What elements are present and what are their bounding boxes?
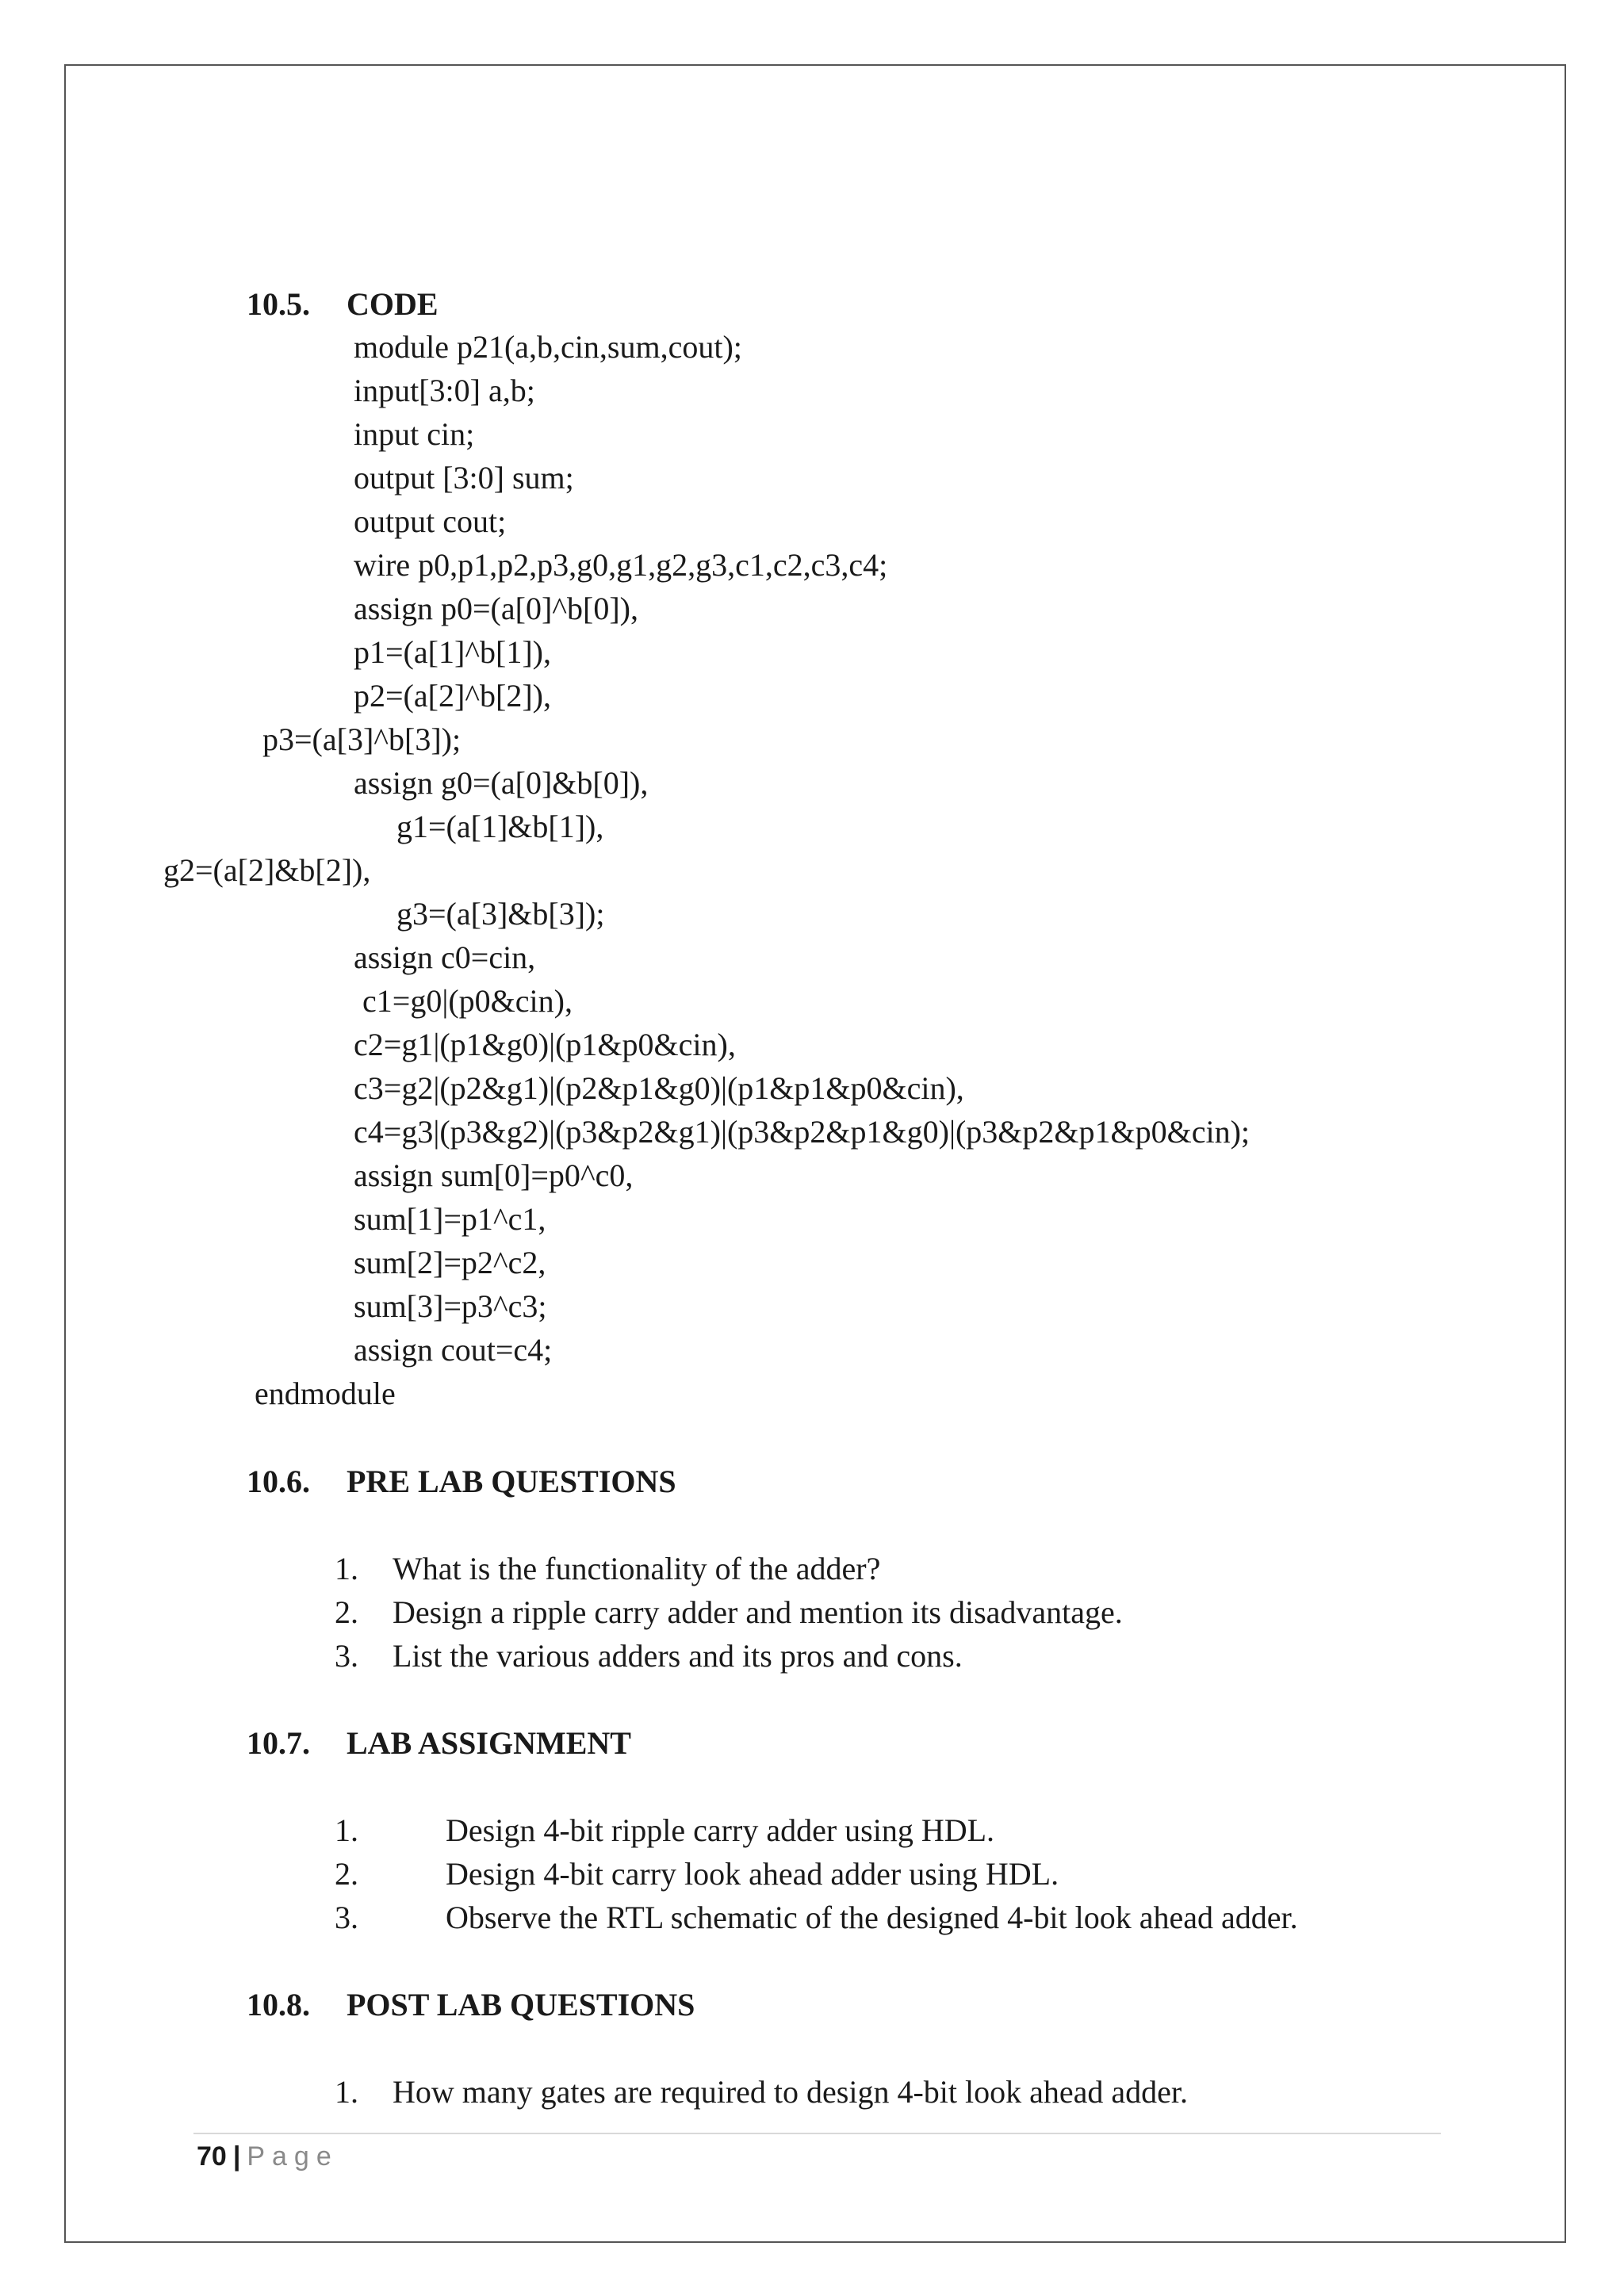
code-line: c4=g3|(p3&g2)|(p3&p2&g1)|(p3&p2&p1&g0)|(p3&p2&p1&p0&cin); (354, 1114, 1251, 1150)
section-title: POST LAB QUESTIONS (347, 1987, 695, 2022)
footer-separator: | (232, 2141, 241, 2172)
list-marker: 1. (335, 1551, 358, 1586)
list-marker: 2. (335, 1856, 358, 1892)
code-line: input[3:0] a,b; (354, 373, 535, 408)
list-item-text: How many gates are required to design 4-bit look ahead adder. (393, 2074, 1189, 2110)
code-line: p3=(a[3]^b[3]); (262, 721, 462, 757)
section-number: 10.5. (247, 286, 310, 322)
section-number: 10.6. (247, 1464, 310, 1499)
list-item (335, 1594, 1524, 1632)
page-footer (197, 2141, 339, 2172)
list-item-text: List the various adders and its pros and cons. (393, 1638, 963, 1674)
section-number: 10.8. (247, 1987, 310, 2022)
list-marker: 3. (335, 1900, 358, 1935)
section-title: PRE LAB QUESTIONS (347, 1464, 676, 1499)
page-number: 70 (197, 2141, 227, 2172)
list-item (335, 1637, 1524, 1675)
list-item (335, 2073, 1524, 2111)
list-item (335, 1899, 1524, 1937)
list-item-text: Design 4-bit carry look ahead adder using HDL. (446, 1856, 1059, 1892)
code-line: output [3:0] sum; (354, 460, 574, 496)
code-line: assign cout=c4; (354, 1332, 553, 1368)
code-line: c1=g0|(p0&cin), (362, 983, 573, 1019)
list-item-text: Design 4-bit ripple carry adder using HDL. (446, 1812, 995, 1848)
code-line: g1=(a[1]&b[1]), (396, 809, 604, 844)
section-heading-pre-lab (247, 1463, 676, 1501)
list-item (335, 1812, 1524, 1850)
code-line: c2=g1|(p1&g0)|(p1&p0&cin), (354, 1027, 736, 1062)
list-item (335, 1550, 1524, 1588)
code-line: endmodule (255, 1376, 396, 1411)
section-title: CODE (347, 286, 439, 322)
section-number: 10.7. (247, 1725, 310, 1761)
code-line: assign sum[0]=p0^c0, (354, 1158, 634, 1193)
code-line: module p21(a,b,cin,sum,cout); (354, 329, 742, 365)
section-heading-post-lab (247, 1986, 695, 2024)
code-line: wire p0,p1,p2,p3,g0,g1,g2,g3,c1,c2,c3,c4; (354, 547, 888, 583)
list-item-text: Design a ripple carry adder and mention its disadvantage. (393, 1594, 1123, 1630)
footer-divider (193, 2133, 1441, 2134)
code-line: input cin; (354, 416, 475, 452)
section-heading-code (247, 285, 439, 323)
code-line: p1=(a[1]^b[1]), (354, 634, 552, 670)
section-title: LAB ASSIGNMENT (347, 1725, 631, 1761)
code-line: g2=(a[2]&b[2]), (163, 852, 371, 888)
section-heading-lab-assignment (247, 1724, 631, 1762)
code-line: assign p0=(a[0]^b[0]), (354, 591, 639, 626)
code-line: c3=g2|(p2&g1)|(p2&p1&g0)|(p1&p1&p0&cin), (354, 1070, 964, 1106)
code-line: sum[2]=p2^c2, (354, 1245, 546, 1280)
list-item (335, 1855, 1524, 1893)
list-item-text: What is the functionality of the adder? (393, 1551, 881, 1586)
list-marker: 1. (335, 2074, 358, 2110)
code-line: g3=(a[3]&b[3]); (396, 896, 605, 932)
code-line: sum[1]=p1^c1, (354, 1201, 546, 1237)
list-marker: 3. (335, 1638, 358, 1674)
code-line: assign c0=cin, (354, 939, 536, 975)
list-marker: 1. (335, 1812, 358, 1848)
code-line: output cout; (354, 503, 507, 539)
page-label: Page (247, 2141, 339, 2172)
list-item-text: Observe the RTL schematic of the designed 4-bit look ahead adder. (446, 1900, 1298, 1935)
list-marker: 2. (335, 1594, 358, 1630)
code-line: sum[3]=p3^c3; (354, 1288, 547, 1324)
code-line: assign g0=(a[0]&b[0]), (354, 765, 649, 801)
code-line: p2=(a[2]^b[2]), (354, 678, 552, 714)
